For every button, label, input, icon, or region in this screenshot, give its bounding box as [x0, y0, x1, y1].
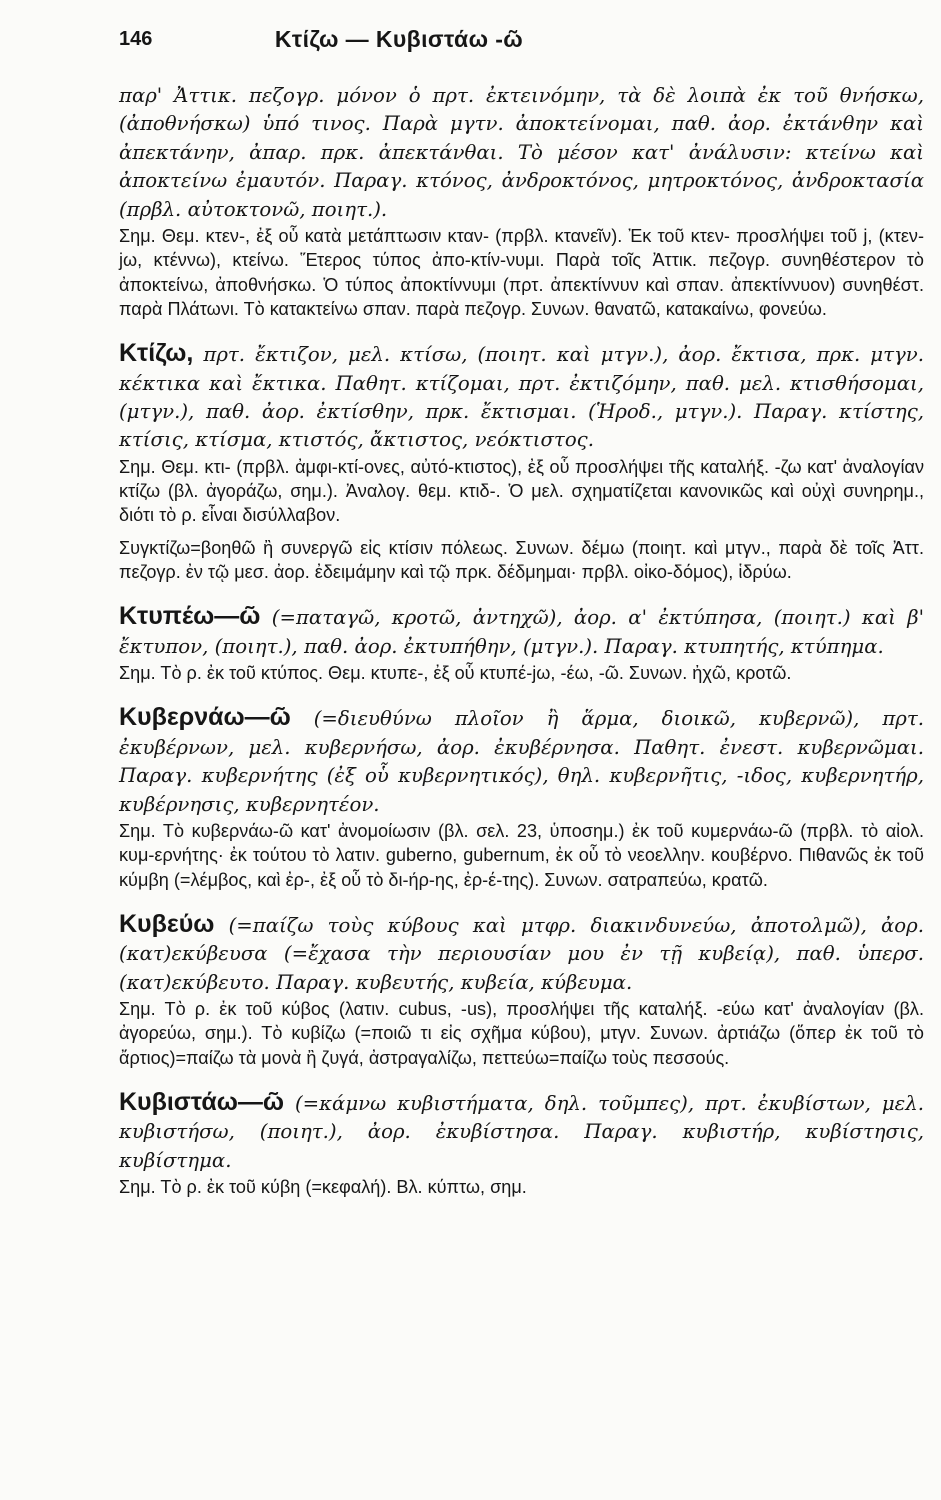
entry-note: Σημ. Θεμ. κτεν-, ἐξ οὗ κατὰ μετάπτωσιν κταν- (πρβλ. κτανεῖν). Ἐκ τοῦ κτεν- προσλήψει τοῦ j, (κτεν-jω, κτέννω), κτείνω. Ἕτερος τύπος ἀπο-κτίν-νυμι. Παρὰ τοῖς Ἀττικ. πεζογρ. συνηθέστερον τὸ ἀποκτείνω, ἀποθνήσκω. Ὁ τύπος ἀποκτίννυμι (πρτ. ἀπεκτίννυν καὶ σπαν. ἀπεκτίννυον) συνηθέστ. παρὰ Πλάτωνι. Τὸ κατακτείνω σπαν. παρὰ πεζογρ. Συνων. θανατῶ, κατακαίνω, φονεύω. [119, 226, 924, 319]
entry-ktizo [119, 339, 924, 584]
entry-text-block [119, 339, 924, 455]
entry-note: Σημ. Τὸ κυβερνάω-ῶ κατ' ἀνομοίωσιν (βλ. σελ. 23, ὑποσημ.) ἐκ τοῦ κυμερνάω-ῶ (πρβλ. τὸ αἰολ. κυμ-ερνήτης· ἐκ τούτου τὸ λατιν. guberno, gubernum, ἐκ οὗ τὸ νεοελλην. κουβέρνο. Πιθανῶς ἐκ τοῦ κύμβη (=λέμβος, καὶ ἐρ-, ἐξ οὗ τὸ δι-ήρ-ης, ἐρ-έ-της). Συνων. σατραπεύω, κρατῶ. [119, 821, 924, 890]
entry-text: (=παταγῶ, κροτῶ, ἀντηχῶ), ἀορ. α' ἐκτύπησα, (ποιητ.) καὶ β' ἔκτυπον, (ποιητ.), παθ. ἀορ. ἐκτυπήθην, (μτγν.). Παραγ. κτυπητής, κτύπημα. [119, 606, 924, 658]
entry-text: πρτ. ἔκτιζον, μελ. κτίσω, (ποιητ. καὶ μτγν.), ἀορ. ἔκτισα, πρκ. μτγν. κέκτικα καὶ ἔκτικα. Παθητ. κτίζομαι, πρτ. ἐκτιζόμην, παθ. μελ. κτισθήσομαι, (μτγν.), παθ. ἀορ. ἐκτίσθην, πρκ. ἔκτισμαι. (Ἡροδ., μτγν.). Παραγ. κτίστης, κτίσις, κτίσμα, κτιστός, ἄκτιστος, νεόκτιστος. [119, 343, 924, 452]
entry-text: (=παίζω τοὺς κύβους καὶ μτφρ. διακινδυνεύω, ἀποτολμῶ), ἀορ. (κατ)εκύβευσα (=ἔχασα τὴν περιουσίαν μου ἐν τῇ κυβείᾳ), παθ. ὑπερσ. (κατ)εκύβευτο. Παραγ. κυβευτής, κυβεία, κύβευμα. [119, 913, 924, 994]
entry-headword: Κυβεύω [119, 909, 215, 938]
entry-note: Σημ. Τὸ ρ. ἐκ τοῦ κύβη (=κεφαλή). Βλ. κύπτω, σημ. [119, 1177, 527, 1198]
entry-note: Σημ. Τὸ ρ. ἐκ τοῦ κύβος (λατιν. cubus, -us), προσλήψει τῆς καταλήξ. -εύω κατ' ἀναλογίαν (βλ. ἀγορεύω, σημ.). Τὸ κυβίζω (=ποιῶ τι εἰς σχῆμα κύβου), μτγν. Συνων. ἀρτιάζω (ὅπερ ἐκ τοῦ τὸ ἄρτιος)=παίζω τὰ μονὰ ἢ ζυγά, ἀστραγαλίζω, πεττεύω=παίζω τοὺς πεσσούς. [119, 999, 924, 1068]
entry-text-block [119, 703, 924, 819]
entry-kybistao [119, 1088, 924, 1200]
entry-headword: Κυβερνάω—ῶ [119, 703, 291, 732]
entry-kybernao [119, 703, 924, 892]
page-number: 146 [119, 28, 153, 50]
entry-headword: Κτίζω, [119, 339, 194, 368]
entry-text: παρ' Ἀττικ. πεζογρ. μόνον ὁ πρτ. ἐκτεινόμην, τὰ δὲ λοιπὰ ἐκ τοῦ θνήσκω, (ἀποθνήσκω) ὑπό τινος. Παρὰ μγτν. ἀποκτείνομαι, παθ. ἀορ. ἐκτάνθην καὶ ἀπεκτάνην, ἀπαρ. πρκ. ἀπεκτάνθαι. Τὸ μέσον κατ' ἀνάλυσιν: κτείνω καὶ ἀποκτείνω ἐμαυτόν. Παραγ. κτόνος, ἀνδροκτόνος, μητροκτόνος, ἀνδροκτασία (πρβλ. αὐτοκτονῶ, ποιητ.). [119, 84, 924, 221]
running-title: Κτίζω — Κυβιστάω -ῶ [274, 26, 524, 52]
entry-text: (=κάμνω κυβιστήματα, δηλ. τοῦμπες), πρτ. ἐκυβίστων, μελ. κυβιστήσω, (ποιητ.), ἀορ. ἐκυβίστησα. Παραγ. κυβιστήρ, κυβίστησις, κυβίστημα. [119, 1092, 924, 1172]
entry-text: (=διευθύνω πλοῖον ἢ ἅρμα, διοικῶ, κυβερνῶ), πρτ. ἐκυβέρνων, μελ. κυβερνήσω, ἀορ. ἐκυβέρνησα. Παθητ. ἐνεστ. κυβερνῶμαι. Παραγ. κυβερνήτης (ἐξ οὗ κυβερνητικός), θηλ. κυβερνῆτις, -ιδος, κυβερνητήρ, κυβέρνησις, κυβερνητέον. [119, 707, 924, 816]
entry-note: Σημ. Τὸ ρ. ἐκ τοῦ κτύπος. Θεμ. κτυπε-, ἐξ οὗ κτυπέ-jω, -έω, -ῶ. Συνων. ἠχῶ, κροτῶ. [119, 663, 792, 684]
entry-kybeuo [119, 910, 924, 1070]
entry-continued [119, 82, 924, 321]
entry-note: Σημ. Θεμ. κτι- (πρβλ. ἀμφι-κτί-ονες, αὐτό-κτιστος), ἐξ οὗ προσλήψει τῆς καταλήξ. -ζω κατ' ἀναλογίαν κτίζω (βλ. ἀγοράζω, σημ.). Ἀναλογ. θεμ. κτιδ-. Ὁ μελ. σχηματίζεται κανονικῶς καὶ οὐχὶ συνηρημ., διότι τὸ ρ. εἶναι δισύλλαβον. [119, 456, 924, 526]
entry-text-block [119, 910, 924, 997]
entry-headword: Κυβιστάω—ῶ [119, 1088, 284, 1117]
entry-ktypeo [119, 602, 924, 685]
entry-text-block [119, 602, 924, 661]
entry-note-extra: Συγκτίζω=βοηθῶ ἢ συνεργῶ εἰς κτίσιν πόλεως. Συνων. δέμω (ποιητ. καὶ μτγν., παρὰ δὲ τοῖς Ἀττ. πεζογρ. ἐν τῷ μεσ. ἀορ. ἐδειμάμην καὶ τῷ πρκ. δέδμημαι· πρβλ. οἰκο-δόμος), ἱδρύω. [119, 537, 924, 583]
entry-headword: Κτυπέω—ῶ [119, 602, 261, 631]
entries-column [119, 82, 924, 1218]
entry-text-block [119, 1088, 924, 1175]
page-header [119, 24, 679, 64]
